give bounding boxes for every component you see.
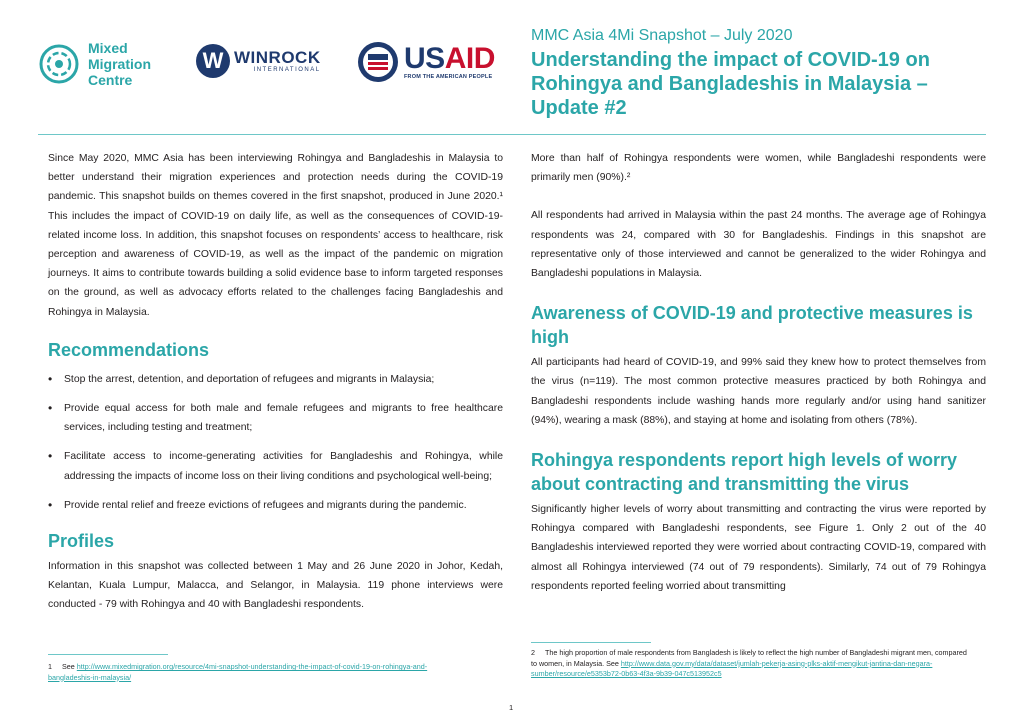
usaid-us: US	[404, 42, 445, 75]
worry-paragraph: Significantly higher levels of worry about transmitting and contracting the virus were reported by Rohingya compared with Bangladeshi respondents, see Figure 1. Only 2 out of the 40 Bangladeshis interviewed reported they were worried about contracting COVID-19, compared with almost all Rohingya interviewed (74 out of 79 respondents). Similarly, 74 out of 79 Rohingya respondents reported feeling worried about transmitting	[531, 504, 986, 592]
awareness-paragraph: All participants had heard of COVID-19, and 99% said they knew how to protect themselves from the virus (n=119). The most common protective measures practiced by both Rohingya and Bangladeshi respondents include washing hands more regularly and/or using hand sanitizer (94%), wearing a mask (88%), and staying at home and isolating from others (78%).	[531, 357, 986, 426]
winrock-mark-icon: W	[196, 44, 230, 78]
profiles-paragraph: Information in this snapshot was collected between 1 May and 26 June 2020 in Johor, Kedah, Kelantan, Kuala Lumpur, Malacca, and Selangor, in Malaysia. 119 phone interviews were conducted - 79 with Rohingya and 40 with Bangladeshi respondents.	[48, 561, 503, 611]
mmc-logo	[38, 36, 168, 92]
footnote-1	[48, 662, 428, 683]
usaid-wordmark	[404, 44, 495, 74]
footnote-prefix: See	[62, 662, 77, 671]
list-item: • Facilitate access to income-generating activities for Bangladeshis and Rohingya, while addressing the impacts of income loss on their living conditions and psychological well-being;	[48, 447, 503, 485]
mmc-line3: Centre	[88, 72, 133, 88]
intro-paragraph: Since May 2020, MMC Asia has been interviewing Rohingya and Bangladeshis in Malaysia to better understand their migration experiences and protection needs during the COVID-19 pandemic. This snapshot builds on themes covered in the first snapshot, produced in June 2020.¹ This includes the impact of COVID-19 on daily life, as well as the consequences of COVID-19-related income loss. In addition, this snapshot focuses on respondents’ access to healthcare, risk perception and awareness of COVID-19, as well as the impact of the pandemic on migration journeys. It aims to contribute towards building a solid evidence base to inform targeted responses on the ground, as well as advocacy efforts related to the challenges facing Bangladeshis and Rohingya in Malaysia.	[48, 153, 503, 318]
winrock-sub: INTERNATIONAL	[253, 67, 321, 73]
footnote-number: 1	[48, 662, 52, 671]
list-item: • Provide rental relief and freeze evictions of refugees and migrants during the pandemic.	[48, 496, 503, 515]
awareness-heading: Awareness of COVID-19 and protective measures is high	[531, 303, 973, 348]
left-column	[48, 149, 503, 615]
footnote-link[interactable]: http://www.data.gov.my/data/dataset/jumlah-pekerja-asing-plks-aktif-mengikut-jantina-dan-negara-sumber/resource/e5353b72-0b63-4f3a-9b39-047c513952c5	[531, 658, 933, 678]
right-column	[531, 149, 986, 596]
header-divider	[38, 134, 986, 135]
list-item: • Stop the arrest, detention, and deportation of refugees and migrants in Malaysia;	[48, 370, 503, 389]
recommendations-list	[48, 370, 503, 515]
mmc-wordmark	[88, 40, 151, 88]
usaid-tagline: FROM THE AMERICAN PEOPLE	[404, 74, 493, 80]
gender-paragraph: More than half of Rohingya respondents were women, while Bangladeshi respondents were primarily men (90%).²	[531, 153, 986, 184]
recommendations-heading: Recommendations	[48, 339, 210, 360]
footnote-divider	[48, 654, 168, 655]
mmc-line2: Migration	[88, 56, 151, 72]
mmc-circle-logo-icon	[38, 43, 80, 85]
winrock-logo	[196, 44, 321, 78]
winrock-name: WINROCK	[234, 48, 321, 67]
footnote-divider	[531, 642, 651, 643]
worry-heading: Rohingya respondents report high levels of worry about contracting and transmitting the virus	[531, 450, 958, 495]
footnote-link[interactable]: http://www.mixedmigration.org/resource/4mi-snapshot-understanding-the-impact-of-covid-19-on-rohingya-and-bangladeshis-in-malaysia/	[48, 662, 428, 682]
snapshot-label: MMC Asia 4Mi Snapshot – July 2020	[531, 27, 793, 44]
usaid-aid: AID	[444, 42, 495, 75]
usaid-seal-icon	[356, 40, 400, 84]
footnote-2	[531, 648, 971, 680]
profiles-heading: Profiles	[48, 531, 115, 552]
footnote-text: The high proportion of male respondents from Bangladesh is likely to reflect the high number of Bangladeshi migrant men, compared to women, in Malaysia. See	[531, 648, 967, 668]
page-title: Understanding the impact of COVID-19 on Rohingya and Bangladeshis in Malaysia – Update #2	[531, 49, 930, 119]
list-item: • Provide equal access for both male and female refugees and migrants to free healthcare services, including testing and treatment;	[48, 399, 503, 437]
usaid-logo	[356, 40, 495, 84]
page-number: 1	[509, 703, 514, 712]
mmc-line1: Mixed	[88, 40, 128, 56]
footnote-number: 2	[531, 648, 535, 657]
arrival-paragraph: All respondents had arrived in Malaysia within the past 24 months. The average age of Rohingya respondents was 24, compared with 30 for Bangladeshis. Findings in this snapshot are representative only of those interviewed and cannot be generalized to the wider Rohingya and Bangladeshi populations in Malaysia.	[531, 210, 986, 280]
